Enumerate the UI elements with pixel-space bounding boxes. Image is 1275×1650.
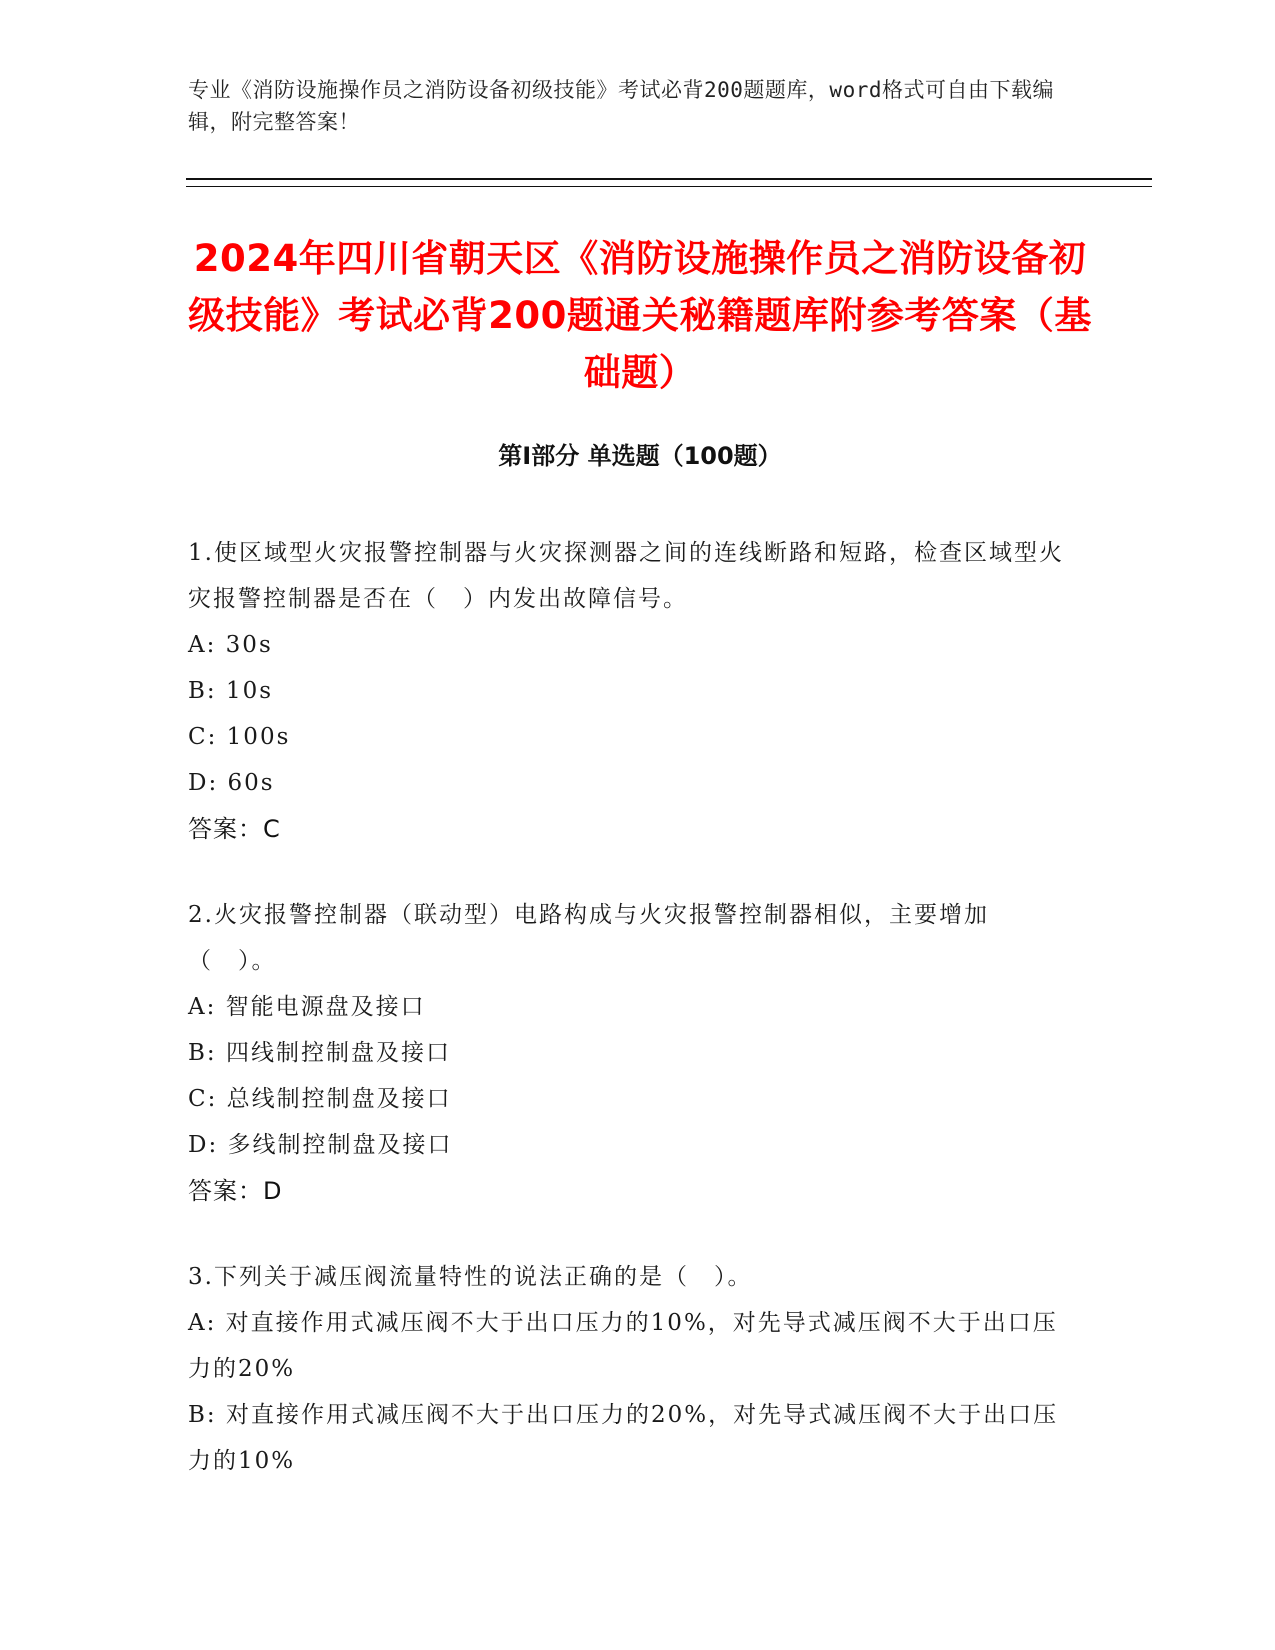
option-key: D: bbox=[188, 770, 228, 796]
option-text: 四线制控制盘及接口 bbox=[225, 1040, 451, 1066]
option-key: B: bbox=[188, 678, 226, 704]
option-a bbox=[188, 1300, 1068, 1392]
option-key: B: bbox=[188, 1040, 226, 1066]
question-stem: 1.使区域型火灾报警控制器与火灾探测器之间的连线断路和短路，检查区域型火灾报警控制器是否在（ ）内发出故障信号。 bbox=[188, 540, 1064, 612]
option-a bbox=[188, 622, 1068, 668]
option-key: B: bbox=[188, 1402, 217, 1428]
option-key: D: bbox=[188, 1132, 228, 1158]
question-list bbox=[188, 530, 1068, 1524]
option-b bbox=[188, 1030, 1068, 1076]
question-stem: 3.下列关于减压阀流量特性的说法正确的是（ ）。 bbox=[188, 1264, 753, 1290]
question-stem: 2.火灾报警控制器（联动型）电路构成与火灾报警控制器相似，主要增加（ ）。 bbox=[188, 902, 989, 974]
option-b bbox=[188, 668, 1068, 714]
question-3 bbox=[188, 1254, 1068, 1484]
option-key: C: bbox=[188, 724, 227, 750]
option-text: 总线制控制盘及接口 bbox=[226, 1086, 452, 1112]
option-text: 30s bbox=[225, 632, 273, 658]
option-text: 60s bbox=[227, 770, 275, 796]
option-b bbox=[188, 1392, 1068, 1484]
option-key: C: bbox=[188, 1086, 227, 1112]
option-key: A: bbox=[188, 1310, 217, 1336]
option-c bbox=[188, 1076, 1068, 1122]
option-d bbox=[188, 760, 1068, 806]
answer-text: 答案：D bbox=[188, 1177, 283, 1205]
option-text: 智能电源盘及接口 bbox=[225, 994, 426, 1020]
header-note: 专业《消防设施操作员之消防设备初级技能》考试必背200题题库，word格式可自由下载编辑，附完整答案！ bbox=[188, 78, 1054, 134]
option-d bbox=[188, 1122, 1068, 1168]
question-2 bbox=[188, 892, 1068, 1214]
option-text: 100s bbox=[226, 724, 291, 750]
option-text: 多线制控制盘及接口 bbox=[227, 1132, 453, 1158]
option-key: A: bbox=[188, 994, 226, 1020]
question-1 bbox=[188, 530, 1068, 852]
header-divider-thick bbox=[186, 178, 1152, 180]
option-a bbox=[188, 984, 1068, 1030]
header-divider-thin bbox=[186, 186, 1152, 187]
option-key: A: bbox=[188, 632, 226, 658]
option-text: 10s bbox=[225, 678, 274, 704]
option-text: 对直接作用式减压阀不大于出口压力的10%，对先导式减压阀不大于出口压力的20% bbox=[188, 1310, 1058, 1382]
answer-text: 答案：C bbox=[188, 815, 281, 843]
option-c bbox=[188, 714, 1068, 760]
section-title: 第I部分 单选题（100题） bbox=[498, 442, 782, 470]
option-text: 对直接作用式减压阀不大于出口压力的20%，对先导式减压阀不大于出口压力的10% bbox=[188, 1402, 1059, 1474]
document-title: 2024年四川省朝天区《消防设施操作员之消防设备初级技能》考试必背200题通关秘籍题库附参考答案（基础题） bbox=[188, 237, 1092, 394]
